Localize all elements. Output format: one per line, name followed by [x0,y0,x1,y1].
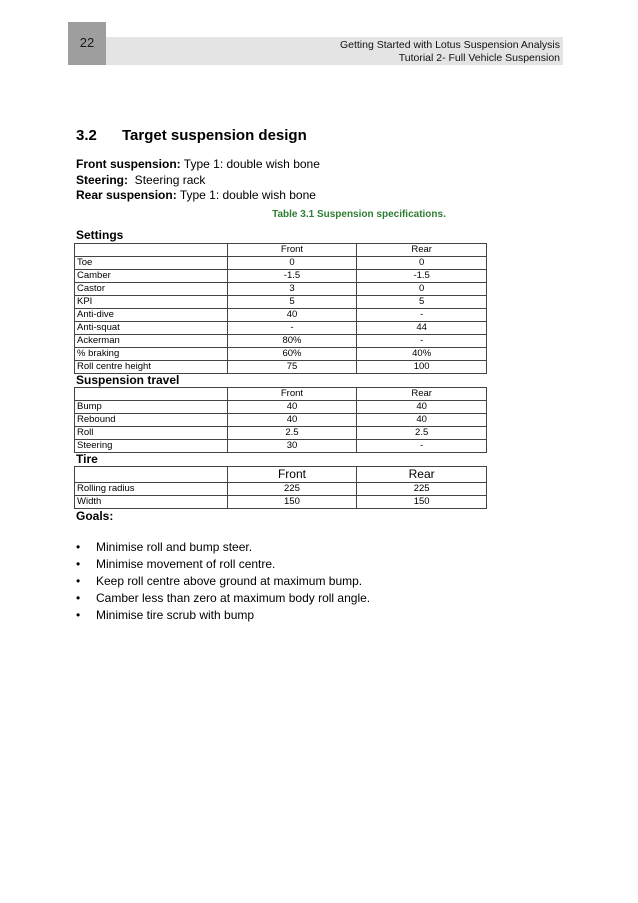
row-value: 30 [227,440,357,453]
header-cell: Front [227,467,357,483]
header-cell-blank [75,388,228,401]
row-label: Toe [75,257,228,270]
table-row [75,283,487,296]
row-label: Roll centre height [75,361,228,374]
goal-item [76,607,370,624]
table-row [75,270,487,283]
bullet-icon: • [76,574,81,588]
table-row [75,361,487,374]
goal-text: Minimise tire scrub with bump [96,608,255,622]
settings-title: Settings [76,228,124,242]
row-value: - [357,309,487,322]
row-value: 5 [357,296,487,309]
table-header-row [75,388,487,401]
table-row [75,309,487,322]
table-caption: Table 3.1 Suspension specifications. [272,209,446,220]
row-label: Anti-dive [75,309,228,322]
table-row [75,322,487,335]
row-value: 80% [227,335,357,348]
row-value: 40 [227,414,357,427]
header-cell: Rear [357,244,487,257]
table-row [75,414,487,427]
tire-table [74,466,487,509]
table-row [75,427,487,440]
rear-suspension-line [76,188,320,204]
page-number: 22 [68,22,106,64]
row-value: 0 [357,257,487,270]
section-heading [76,127,307,144]
row-value: - [227,322,357,335]
goal-text: Minimise roll and bump steer. [96,540,253,554]
row-value: - [357,335,487,348]
row-value: 5 [227,296,357,309]
row-value: 2.5 [357,427,487,440]
bullet-icon: • [76,557,81,571]
row-value: 100 [357,361,487,374]
row-label: Ackerman [75,335,228,348]
header-cell: Front [227,244,357,257]
bullet-icon: • [76,540,81,554]
table-header-row [75,244,487,257]
table-row [75,440,487,453]
row-value: 0 [357,283,487,296]
table-row [75,401,487,414]
row-label: Roll [75,427,228,440]
table-row [75,496,487,509]
rear-suspension-value: Type 1: double wish bone [176,188,316,202]
row-value: 0 [227,257,357,270]
document-subtitle: Tutorial 2- Full Vehicle Suspension [398,52,560,64]
settings-table [74,243,487,374]
rear-suspension-label: Rear suspension: [76,188,177,202]
table-row [75,257,487,270]
row-value: 75 [227,361,357,374]
row-label: Width [75,496,228,509]
goal-item [76,590,370,607]
section-number: 3.2 [76,127,97,144]
row-value: 225 [227,483,357,496]
front-suspension-value: Type 1: double wish bone [180,157,320,171]
table-row [75,296,487,309]
row-value: 3 [227,283,357,296]
goal-item [76,573,370,590]
goal-text: Camber less than zero at maximum body roll angle. [96,591,371,605]
row-label: Rolling radius [75,483,228,496]
row-label: Rebound [75,414,228,427]
row-value: 40 [357,414,487,427]
row-value: 150 [357,496,487,509]
row-value: 2.5 [227,427,357,440]
table-header-row [75,467,487,483]
front-suspension-line [76,157,320,173]
row-label: % braking [75,348,228,361]
row-value: 44 [357,322,487,335]
header-cell: Rear [357,388,487,401]
tire-title: Tire [76,452,98,466]
header-cell: Rear [357,467,487,483]
goal-item [76,556,370,573]
row-label: Castor [75,283,228,296]
spec-summary [76,157,320,204]
goals-list [76,539,370,624]
goal-text: Keep roll centre above ground at maximum bump. [96,574,363,588]
row-value: 40% [357,348,487,361]
row-value: -1.5 [227,270,357,283]
table-row [75,348,487,361]
running-header [340,39,560,65]
steering-value: Steering rack [128,172,206,187]
steering-label: Steering: [76,172,129,187]
header-cell-blank [75,244,228,257]
row-label: Steering [75,440,228,453]
row-label: Camber [75,270,228,283]
bullet-icon: • [76,608,81,622]
travel-title: Suspension travel [76,373,180,387]
goal-text: Minimise movement of roll centre. [96,557,276,571]
header-cell: Front [227,388,357,401]
row-label: KPI [75,296,228,309]
row-value: 225 [357,483,487,496]
goal-item [76,539,370,556]
document-title: Getting Started with Lotus Suspension Analysis [339,39,560,51]
row-value: 40 [227,309,357,322]
row-value: - [357,440,487,453]
table-row [75,483,487,496]
row-label: Bump [75,401,228,414]
row-value: 40 [227,401,357,414]
table-row [75,335,487,348]
bullet-icon: • [76,591,81,605]
row-value: 150 [227,496,357,509]
row-value: -1.5 [357,270,487,283]
front-suspension-label: Front suspension: [76,157,181,171]
steering-line [76,173,320,189]
row-value: 60% [227,348,357,361]
header-cell-blank [75,467,228,483]
section-title: Target suspension design [122,127,307,144]
row-value: 40 [357,401,487,414]
goals-title: Goals: [76,509,114,523]
row-label: Anti-squat [75,322,228,335]
travel-table [74,387,487,453]
